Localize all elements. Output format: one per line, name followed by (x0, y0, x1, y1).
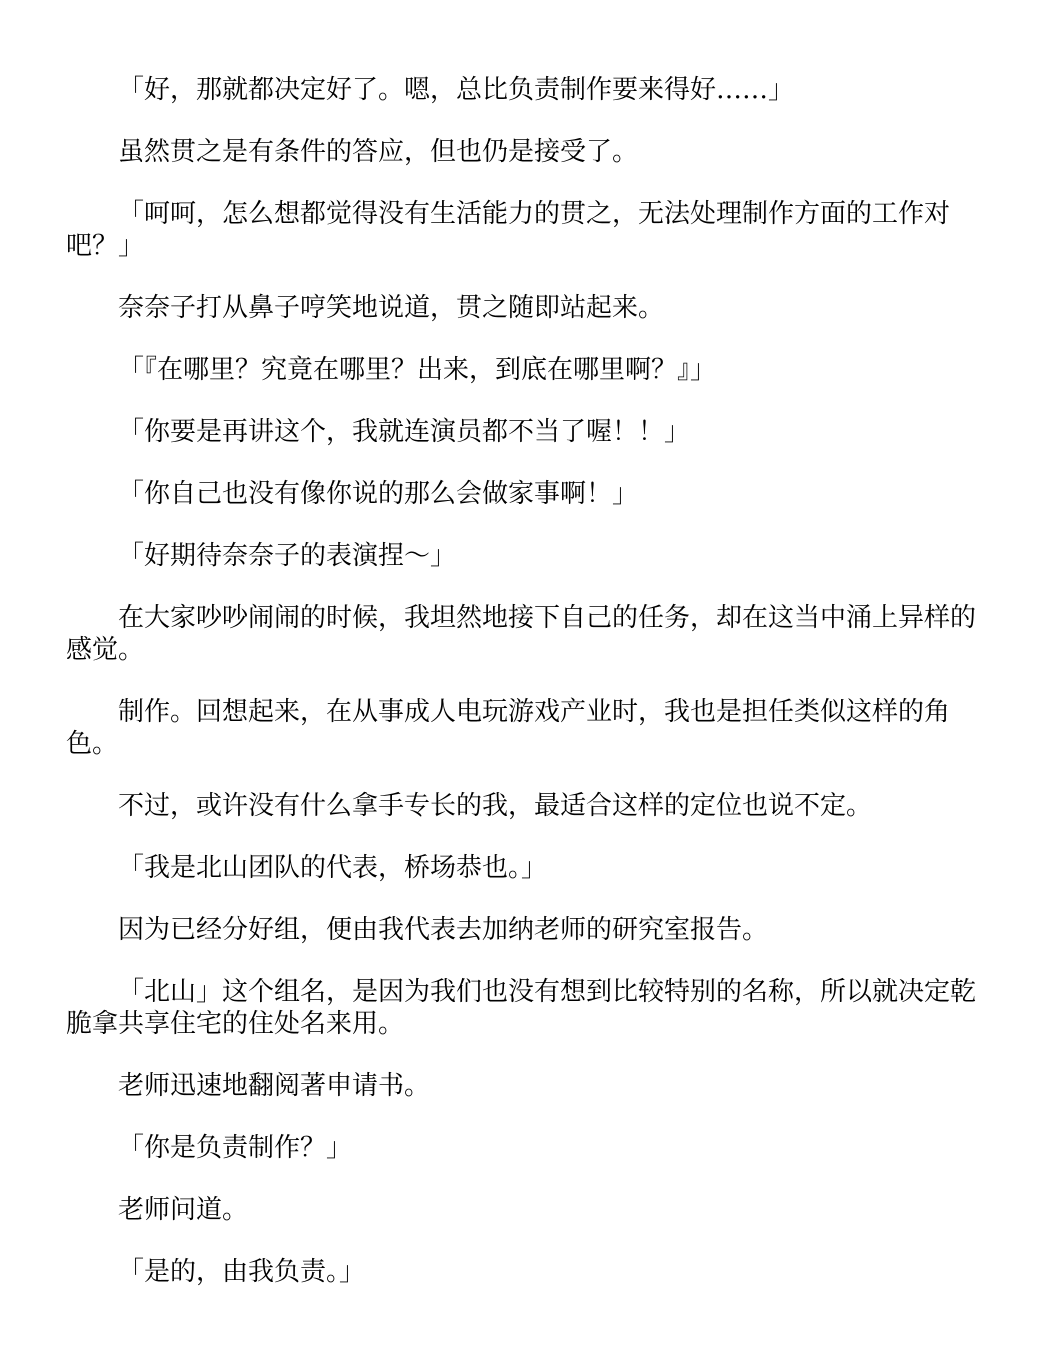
paragraph: 「你是负责制作？」 (118, 1133, 353, 1163)
paragraph: 「我是北山团队的代表，桥场恭也。」 (118, 853, 548, 883)
paragraph: 老师问道。 (118, 1195, 249, 1225)
paragraph: 因为已经分好组，便由我代表去加纳老师的研究室报告。 (118, 915, 769, 945)
paragraph: 虽然贯之是有条件的答应，但也仍是接受了。 (118, 137, 639, 167)
paragraph: 「『在哪里？究竟在哪里？出来，到底在哪里啊？』」 (118, 355, 717, 385)
paragraph: 「是的，由我负责。」 (118, 1257, 366, 1287)
paragraph: 「你要是再讲这个，我就连演员都不当了喔！！」 (118, 417, 691, 447)
paragraph: 「好期待奈奈子的表演捏～」 (118, 541, 457, 571)
paragraph: 「你自己也没有像你说的那么会做家事啊！」 (118, 479, 639, 509)
paragraph: 「好，那就都决定好了。嗯，总比负责制作要来得好……」 (118, 75, 795, 105)
paragraph: 在大家吵吵闹闹的时候，我坦然地接下自己的任务，却在这当中涌上异样的感觉。 (66, 603, 977, 665)
paragraph: 「呵呵，怎么想都觉得没有生活能力的贯之，无法处理制作方面的工作对吧？」 (66, 199, 951, 261)
paragraph: 老师迅速地翻阅著申请书。 (118, 1071, 431, 1101)
paragraph: 制作。回想起来，在从事成人电玩游戏产业时，我也是担任类似这样的角色。 (66, 697, 951, 759)
paragraph: 不过，或许没有什么拿手专长的我，最适合这样的定位也说不定。 (118, 791, 873, 821)
document-page (66, 74, 976, 1318)
paragraph: 「北山」这个组名，是因为我们也没有想到比较特别的名称，所以就决定乾脆拿共享住宅的住处名来用。 (66, 977, 977, 1039)
paragraph: 奈奈子打从鼻子哼笑地说道，贯之随即站起来。 (118, 293, 665, 323)
